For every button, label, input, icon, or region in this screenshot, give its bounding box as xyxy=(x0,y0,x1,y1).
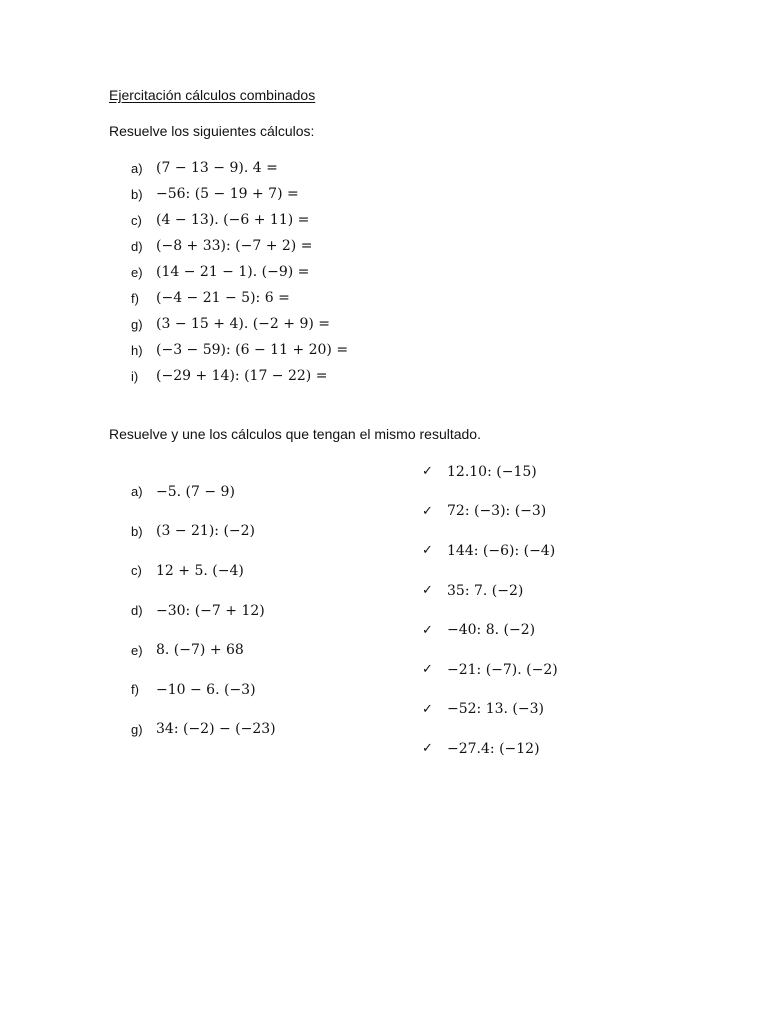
checkmark-icon: ✓ xyxy=(422,503,433,519)
exercise-label: c) xyxy=(131,212,142,228)
exercise-label: h) xyxy=(131,342,143,358)
match-item-right xyxy=(422,571,558,611)
exercise-expression: (−3 − 59): (6 − 11 + 20) = xyxy=(156,342,349,358)
exercise-expression: −5. (7 − 9) xyxy=(156,483,235,500)
exercise-expression: (−29 + 14): (17 − 22) = xyxy=(156,368,328,384)
exercise-label: g) xyxy=(131,721,143,737)
match-item-left xyxy=(131,551,276,591)
exercise-label: d) xyxy=(131,603,143,619)
exercise-expression: −56: (5 − 19 + 7) = xyxy=(156,186,299,202)
check-expression: 35: 7. (−2) xyxy=(447,582,524,599)
check-expression: −40: 8. (−2) xyxy=(447,622,536,639)
exercise-label: f) xyxy=(131,682,139,698)
exercise-item xyxy=(131,337,348,363)
exercise-expression: −10 − 6. (−3) xyxy=(156,681,256,698)
checkmark-icon: ✓ xyxy=(422,741,433,757)
check-expression: 144: (−6): (−4) xyxy=(447,542,556,559)
check-expression: −21: (−7). (−2) xyxy=(447,661,558,678)
match-item-left xyxy=(131,591,276,631)
checkmark-icon: ✓ xyxy=(422,543,433,559)
section2-check-list xyxy=(422,452,558,769)
exercise-expression: (3 − 15 + 4). (−2 + 9) = xyxy=(156,316,330,332)
exercise-expression: (3 − 21): (−2) xyxy=(156,523,256,540)
checkmark-icon: ✓ xyxy=(422,701,433,717)
exercise-label: e) xyxy=(131,642,143,658)
exercise-item xyxy=(131,233,348,259)
match-item-right xyxy=(422,690,558,730)
exercise-label: e) xyxy=(131,264,143,280)
exercise-label: c) xyxy=(131,563,142,579)
exercise-item xyxy=(131,181,348,207)
exercise-label: b) xyxy=(131,523,143,539)
exercise-expression: 12 + 5. (−4) xyxy=(156,562,244,579)
exercise-expression: −30: (−7 + 12) xyxy=(156,602,265,619)
exercise-item xyxy=(131,259,348,285)
exercise-item xyxy=(131,155,348,181)
exercise-expression: 8. (−7) + 68 xyxy=(156,642,244,659)
exercise-item xyxy=(131,207,348,233)
section2-instruction: Resuelve y une los cálculos que tengan el mismo resultado. xyxy=(109,426,481,442)
match-item-left xyxy=(131,670,276,710)
exercise-expression: (−8 + 33): (−7 + 2) = xyxy=(156,238,313,254)
exercise-expression: (−4 − 21 − 5): 6 = xyxy=(156,290,290,306)
checkmark-icon: ✓ xyxy=(422,662,433,678)
exercise-item xyxy=(131,285,348,311)
check-expression: −27.4: (−12) xyxy=(447,740,540,757)
exercise-label: f) xyxy=(131,290,139,306)
document-title: Ejercitación cálculos combinados xyxy=(109,87,316,103)
exercise-item xyxy=(131,363,348,389)
exercise-label: d) xyxy=(131,238,143,254)
section1-exercise-list xyxy=(131,155,348,389)
exercise-expression: (14 − 21 − 1). (−9) = xyxy=(156,264,310,280)
match-item-right xyxy=(422,650,558,690)
match-item-right xyxy=(422,492,558,532)
match-item-left xyxy=(131,630,276,670)
match-item-right xyxy=(422,531,558,571)
match-item-right xyxy=(422,729,558,769)
checkmark-icon: ✓ xyxy=(422,622,433,638)
exercise-label: b) xyxy=(131,186,143,202)
exercise-label: a) xyxy=(131,160,143,176)
section1-instruction: Resuelve los siguientes cálculos: xyxy=(109,123,315,139)
match-item-right xyxy=(422,610,558,650)
match-item-right xyxy=(422,452,558,492)
check-expression: −52: 13. (−3) xyxy=(447,701,544,718)
exercise-label: i) xyxy=(131,368,139,384)
exercise-label: a) xyxy=(131,484,143,500)
match-item-left xyxy=(131,710,276,750)
checkmark-icon: ✓ xyxy=(422,583,433,599)
match-item-left xyxy=(131,512,276,552)
exercise-item xyxy=(131,311,348,337)
exercise-expression: (7 − 13 − 9). 4 = xyxy=(156,160,278,176)
check-expression: 72: (−3): (−3) xyxy=(447,503,547,520)
exercise-expression: (4 − 13). (−6 + 11) = xyxy=(156,212,310,228)
section2-left-list xyxy=(131,472,276,749)
check-expression: 12.10: (−15) xyxy=(447,463,537,480)
exercise-expression: 34: (−2) − (−23) xyxy=(156,721,276,738)
exercise-label: g) xyxy=(131,316,143,332)
checkmark-icon: ✓ xyxy=(422,464,433,480)
match-item-left xyxy=(131,472,276,512)
